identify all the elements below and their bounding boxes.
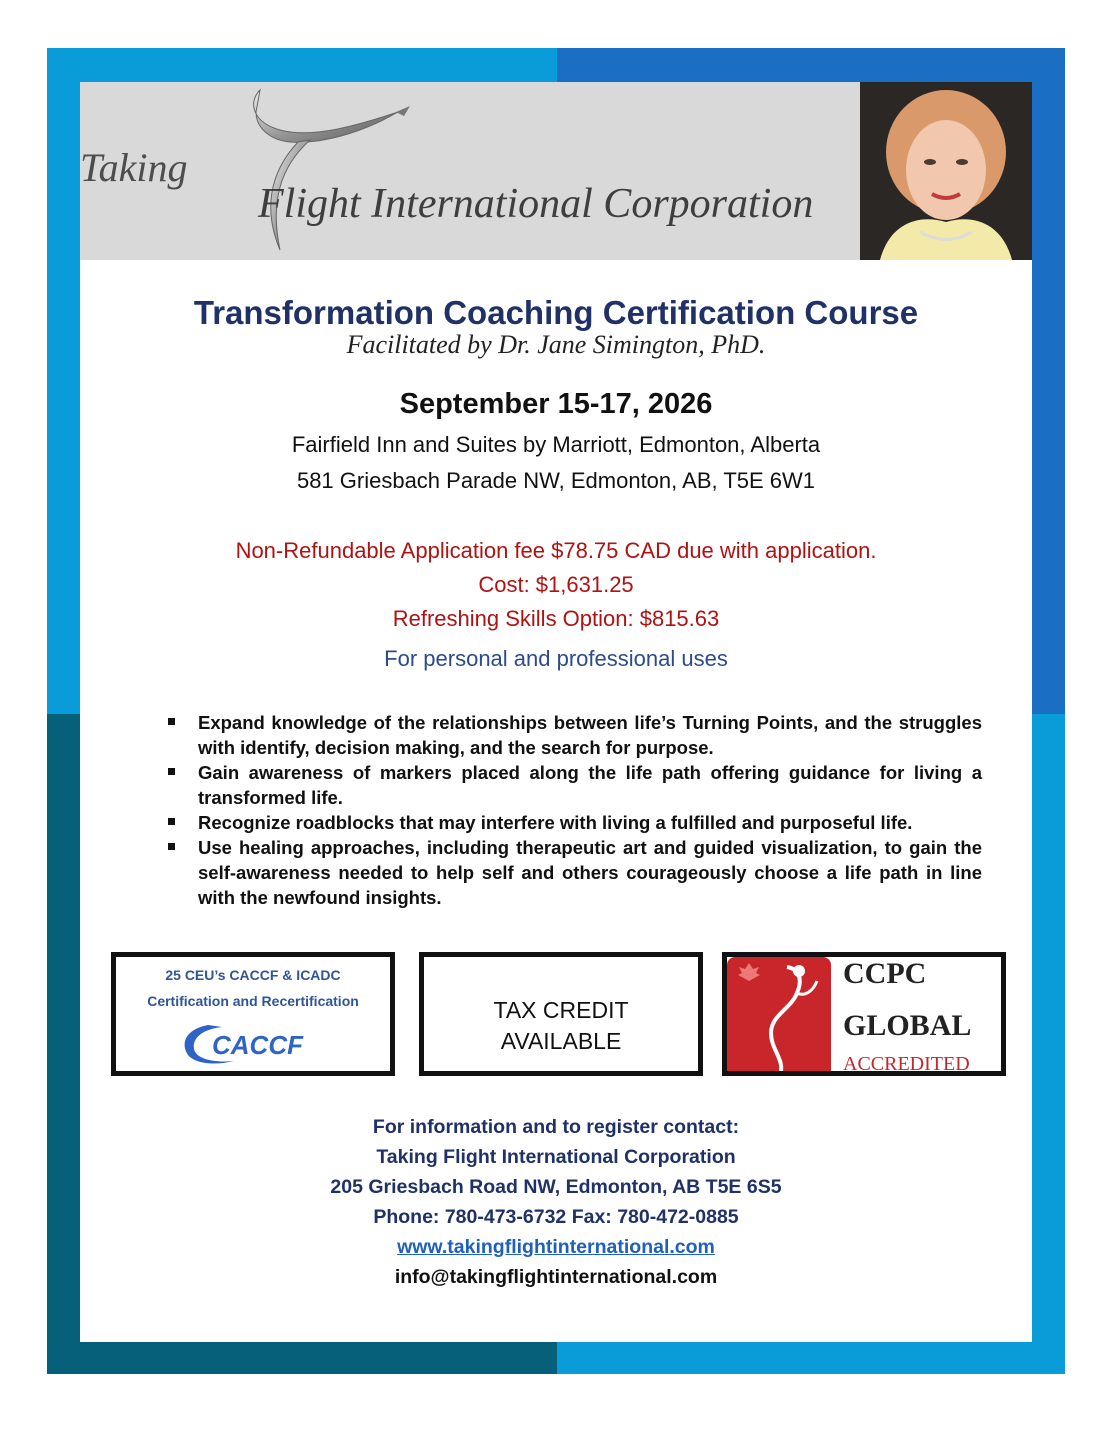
venue-name: Fairfield Inn and Suites by Marriott, Edmonton, Alberta xyxy=(291,432,821,457)
flyer-page xyxy=(80,82,1032,1342)
email-address[interactable]: info@takingflightinternational.com xyxy=(394,1266,718,1288)
tax-credit-line2: AVAILABLE xyxy=(500,1028,622,1054)
header-banner xyxy=(80,82,860,260)
caccf-logo-icon xyxy=(178,1021,338,1065)
bullet-text: Use healing approaches, including therapeutic art and guided visualization, to gain the self-awareness needed to help self and others courageously choose a life path in line with the newfound insights. xyxy=(198,837,982,908)
contact-address: 205 Griesbach Road NW, Edmonton, AB T5E 6S5 xyxy=(330,1176,782,1198)
ccpc-badge xyxy=(722,952,1006,1076)
logo-text-company: Flight International Corporation xyxy=(258,181,814,227)
contact-org: Taking Flight International Corporation xyxy=(376,1146,736,1168)
list-item xyxy=(166,810,982,835)
tax-credit-text xyxy=(424,995,698,1057)
ceu-badge-line1: 25 CEU’s CACCF & ICADC xyxy=(165,967,341,983)
course-title: Transformation Coaching Certification Course xyxy=(193,294,919,331)
benefits-list xyxy=(166,710,982,910)
course-cost: Cost: $1,631.25 xyxy=(478,572,634,597)
ccpc-text: CCPC xyxy=(843,957,927,990)
list-item xyxy=(166,710,982,760)
bullet-text: Expand knowledge of the relationships between life’s Turning Points, and the struggles with identify, decision making, and the search for purpose. xyxy=(198,712,982,758)
list-item xyxy=(166,760,982,810)
ccpc-accredited-text: ACCREDITED xyxy=(843,1053,970,1075)
caccf-logo-text: CACCF xyxy=(212,1030,303,1060)
course-date: September 15-17, 2026 xyxy=(399,388,713,420)
bird-logo-icon xyxy=(160,82,430,257)
facilitator-photo xyxy=(860,82,1032,260)
contact-heading: For information and to register contact: xyxy=(372,1116,740,1138)
uses-note: For personal and professional uses xyxy=(384,646,728,671)
ceu-badge xyxy=(111,952,395,1076)
ceu-badge-line2: Certification and Recertification xyxy=(147,993,359,1009)
facilitator-line: Facilitated by Dr. Jane Simington, PhD. xyxy=(346,330,766,359)
venue-address: 581 Griesbach Parade NW, Edmonton, AB, T5E 6W1 xyxy=(296,468,816,493)
bullet-text: Gain awareness of markers placed along the life path offering guidance for living a transformed life. xyxy=(198,762,982,808)
bullet-text: Recognize roadblocks that may interfere with living a fulfilled and purposeful life. xyxy=(198,812,913,833)
bullet-square-icon xyxy=(168,768,175,775)
tax-credit-line1: TAX CREDIT xyxy=(493,997,629,1023)
list-item xyxy=(166,835,982,910)
logo-text-taking: Taking xyxy=(80,145,188,190)
bullet-square-icon xyxy=(168,843,175,850)
contact-phone-fax: Phone: 780-473-6732 Fax: 780-472-0885 xyxy=(373,1206,739,1228)
refresh-option-cost: Refreshing Skills Option: $815.63 xyxy=(392,606,720,631)
ccpc-maple-figure-icon xyxy=(727,957,831,1076)
application-fee: Non-Refundable Application fee $78.75 CAD due with application. xyxy=(235,538,877,563)
website-link[interactable]: www.takingflightinternational.com xyxy=(397,1236,715,1258)
bullet-square-icon xyxy=(168,718,175,725)
tax-credit-badge xyxy=(419,952,703,1076)
ccpc-global-text: GLOBAL xyxy=(843,1009,972,1042)
bullet-square-icon xyxy=(168,818,175,825)
